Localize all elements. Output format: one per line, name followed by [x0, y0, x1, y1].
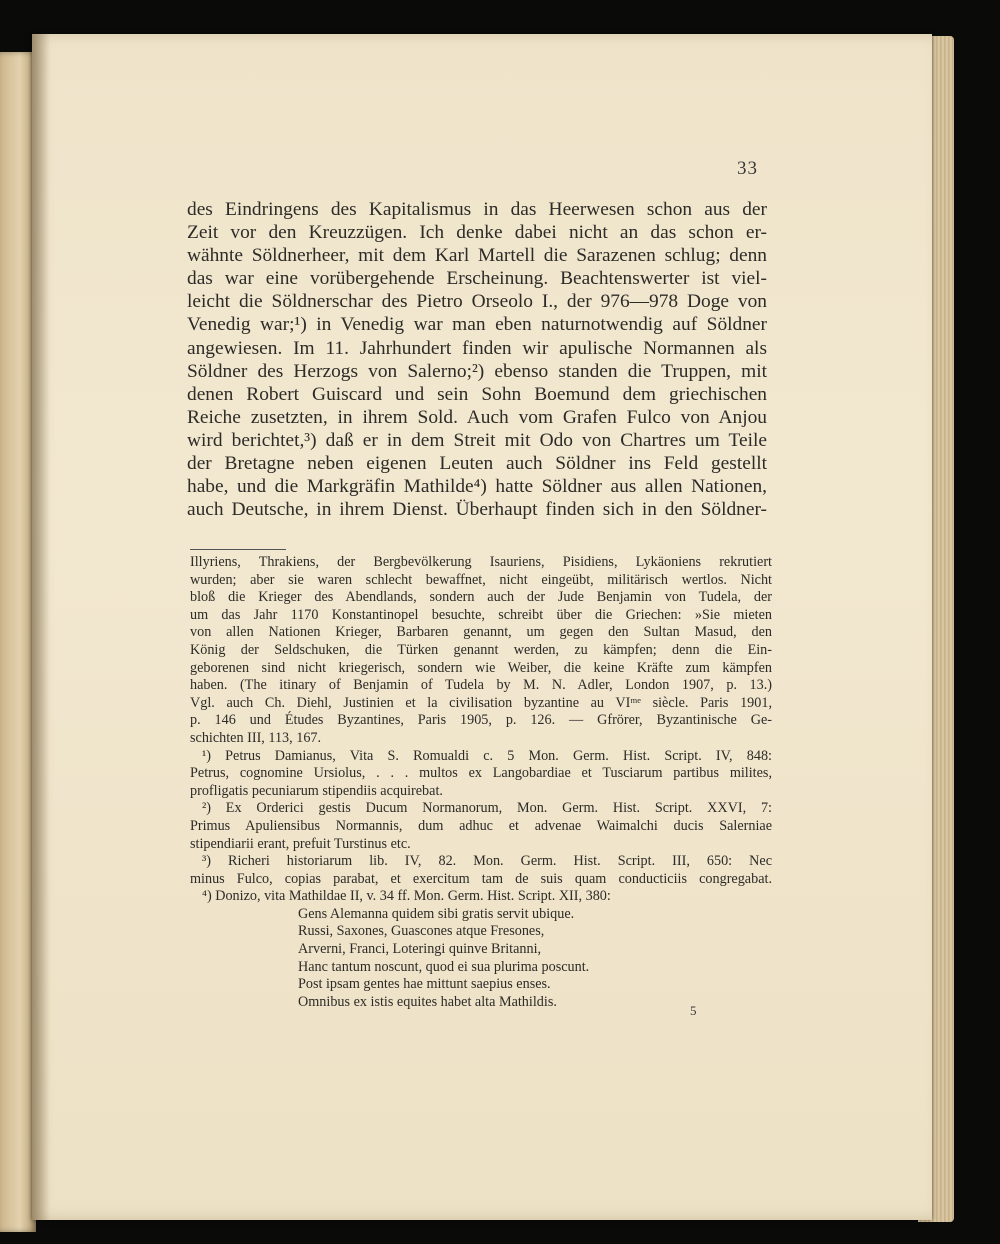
- footnote-1-line: ¹) Petrus Damianus, Vita S. Romualdi c. 5 Mon. Germ. Hist. Script. IV, 848:: [202, 747, 772, 764]
- footnote-1-line: profligatis pecuniarum stipendiis acquirebat.: [190, 782, 443, 799]
- body-line: Venedig war;¹) in Venedig war man eben naturnotwendig auf Söldner: [187, 314, 767, 336]
- verse-line: Omnibus ex istis equites habet alta Mathildis.: [298, 993, 557, 1010]
- footnote-line: schichten III, 113, 167.: [190, 729, 322, 746]
- verse-line: Gens Alemanna quidem sibi gratis servit ubique.: [298, 905, 575, 922]
- footnote-line: von allen Nationen Krieger, Barbaren genannt, um gegen den Sultan Masud, den: [190, 624, 772, 641]
- main-text: [187, 198, 767, 521]
- verse-line: Russi, Saxones, Guascones atque Fresones,: [298, 923, 545, 940]
- body-line: der Bretagne neben eigenen Leuten auch Söldner ins Feld gestellt: [187, 453, 767, 475]
- facing-page-edge: [0, 52, 36, 1232]
- body-line: wähnte Söldnerheer, mit dem Karl Martell die Sarazenen schlug; denn: [187, 245, 767, 267]
- body-line: habe, und die Markgräfin Mathilde⁴) hatte Söldner aus allen Nationen,: [187, 476, 767, 498]
- body-line: denen Robert Guiscard und sein Sohn Boemund dem griechischen: [187, 383, 767, 405]
- footnote-2-line: stipendiarii erant, prefuit Turstinus etc.: [190, 835, 411, 852]
- body-line: Zeit vor den Kreuzzügen. Ich denke dabei nicht an das schon er-: [187, 222, 767, 244]
- verse-line: Post ipsam gentes hae mittunt saepius enses.: [298, 976, 551, 993]
- body-line: des Eindringens des Kapitalismus in das Heerwesen schon aus der: [187, 199, 767, 220]
- body-line: auch Deutsche, in ihrem Dienst. Überhaupt finden sich in den Söldner-: [187, 499, 767, 521]
- footnote-line: Vgl. auch Ch. Diehl, Justinien et la civilisation byzantine au VIᵐᵉ siècle. Paris 1901,: [190, 694, 772, 711]
- footnote-line: Illyriens, Thrakiens, der Bergbevölkerung Isauriens, Pisidiens, Lykäoniens rekrutiert: [190, 554, 772, 570]
- footnote-line: König der Seldschuken, die Türken genannt werden, zu kämpfen; denn die Ein-: [190, 641, 772, 658]
- footnote-line: wurden; aber sie waren schlecht bewaffnet, nicht eingeübt, militärisch wertlos. Nicht: [190, 571, 772, 588]
- sheet-signature: 5: [690, 1003, 697, 1018]
- verse-line: Arverni, Franci, Loteringi quinve Britanni,: [298, 941, 542, 958]
- footnote-3-line: ³) Richeri historiarum lib. IV, 82. Mon. Germ. Hist. Script. III, 650: Nec: [202, 853, 772, 870]
- body-line: das war eine vorübergehende Erscheinung. Beachtenswerter ist viel-: [187, 268, 767, 290]
- footnote-4-line: ⁴) Donizo, vita Mathildae II, v. 34 ff. Mon. Germ. Hist. Script. XII, 380:: [202, 888, 611, 905]
- footnote-line: p. 146 und Études Byzantines, Paris 1905, p. 126. — Gfrörer, Byzantinische Ge-: [190, 712, 772, 729]
- footnote-line: haben. (The itinary of Benjamin of Tudela by M. N. Adler, London 1907, p. 13.): [190, 677, 772, 694]
- body-line: Söldner des Herzogs von Salerno;²) ebenso standen die Truppen, mit: [187, 360, 767, 382]
- verse-line: Hanc tantum noscunt, quod ei sua plurima poscunt.: [298, 958, 590, 975]
- footnotes: [190, 554, 772, 1011]
- body-line: Reiche zusetzten, in ihrem Sold. Auch vom Grafen Fulco von Anjou: [187, 406, 767, 428]
- body-line: angewiesen. Im 11. Jahrhundert finden wir apulische Normannen als: [187, 337, 767, 359]
- body-line: wird berichtet,³) daß er in dem Streit mit Odo von Chartres um Teile: [187, 429, 767, 451]
- footnote-1-line: Petrus, cognomine Ursiolus, . . . multos ex Langobardiae et Tusciarum partibus milites,: [190, 765, 772, 782]
- body-line: leicht die Söldnerschar des Pietro Orseolo I., der 976—978 Doge von: [187, 291, 767, 313]
- footnote-line: um das Jahr 1170 Konstantinopel besuchte, schreibt über die Griechen: »Sie mieten: [190, 606, 772, 623]
- footnote-line: geborenen sind nicht kriegerisch, sondern wie Weiber, die keine Kräfte zum kämpfen: [190, 659, 772, 676]
- footnote-3-line: minus Fulco, copias parabat, et exercitum tam de suis quam conducticiis congregabat.: [190, 870, 772, 887]
- footnote-2-line: ²) Ex Orderici gestis Ducum Normanorum, Mon. Germ. Hist. Script. XXVI, 7:: [202, 800, 772, 817]
- footnote-line: bloß die Krieger des Abendlands, sondern auch der Jude Benjamin von Tudela, der: [190, 589, 772, 606]
- footnote-2-line: Primus Apuliensibus Normannis, dum adhuc et advenae Waimalchi ducis Salerniae: [190, 817, 772, 834]
- footnote-separator: [190, 549, 286, 550]
- gutter-shadow: [32, 34, 50, 1220]
- page-number: 33: [737, 158, 758, 179]
